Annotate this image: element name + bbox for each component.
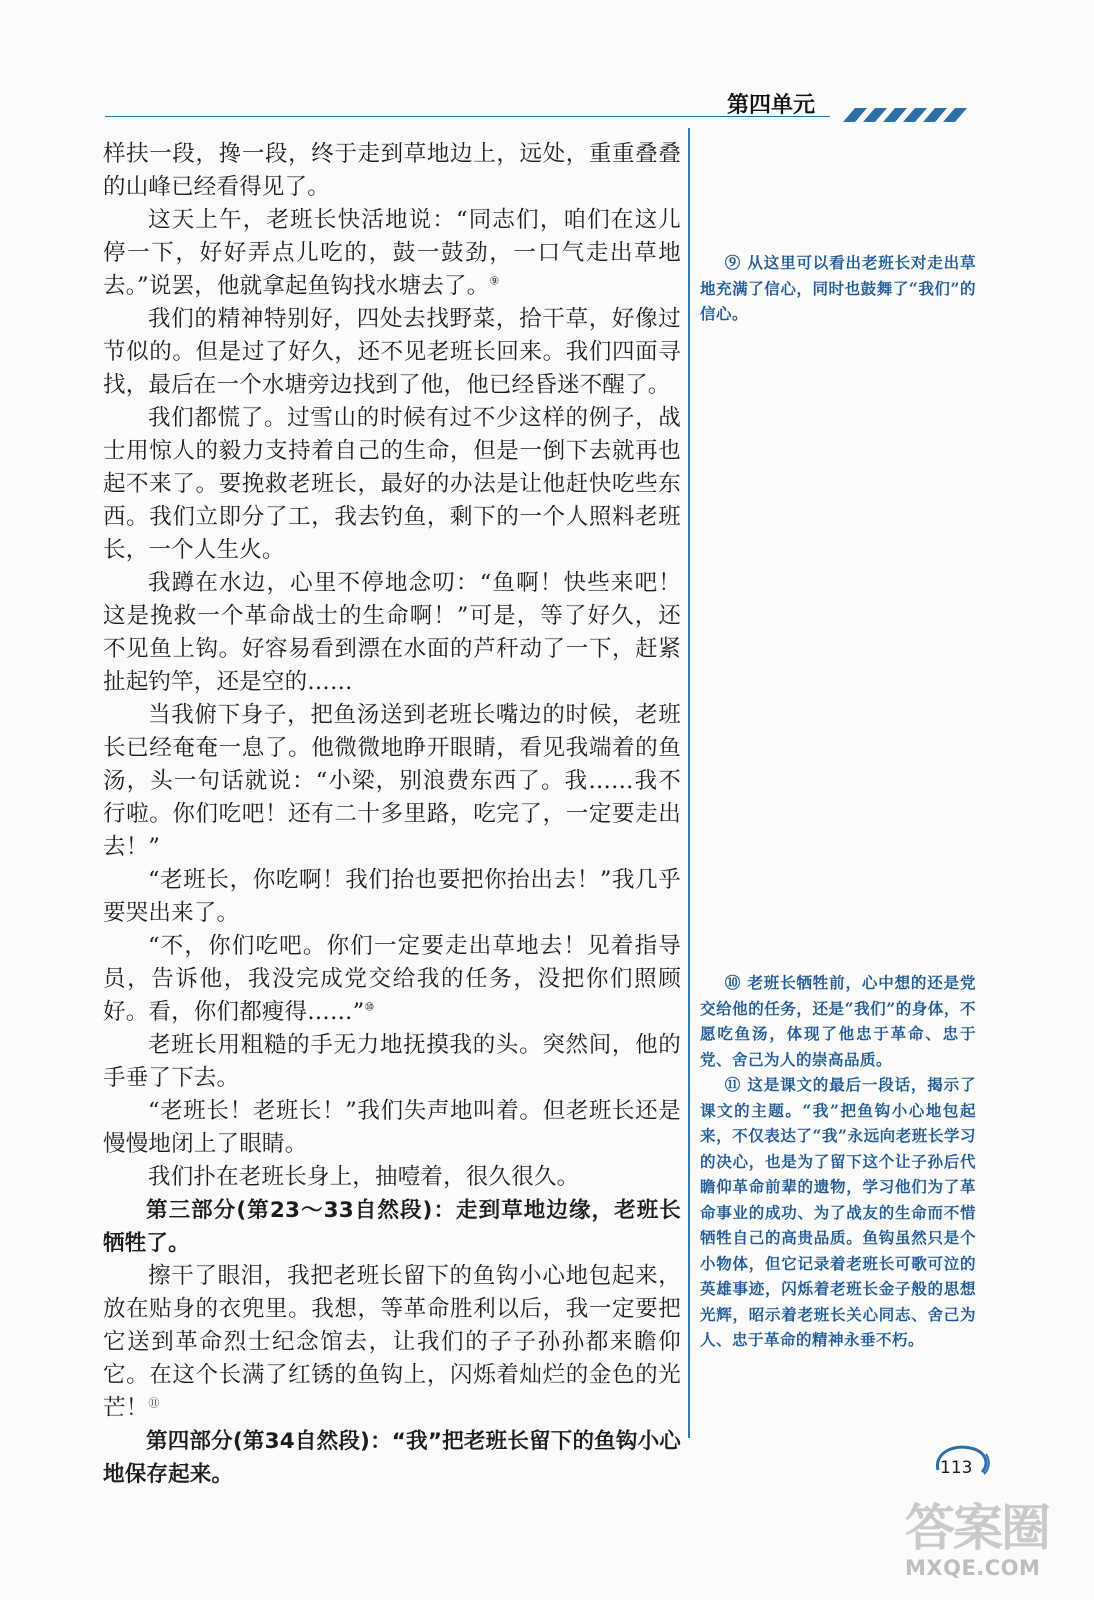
margin-note-9: ⑨ 从这里可以看出老班长对走出草地充满了信心，同时也鼓舞了“我们”的信心。 xyxy=(700,253,976,323)
paragraph: 样扶一段，搀一段，终于走到草地边上，远处，重重叠叠的山峰已经看得见了。 xyxy=(103,141,681,200)
paragraph: 我们都慌了。过雪山的时候有过不少这样的例子，战士用惊人的毅力支持着自己的生命，但是一倒下去就再也起不来了。要挽救老班长，最好的办法是让他赶快吃些东西。我们立即分了工，我去钓鱼，剩下的一个人照料老班长，一个人生火。 xyxy=(103,405,681,563)
note-marker: ⑩ xyxy=(364,1000,375,1014)
header-rule xyxy=(105,116,830,117)
section-summary: 第三部分(第23～33自然段)：走到草地边缘，老班长牺牲了。 xyxy=(103,1198,681,1256)
margin-divider xyxy=(688,128,690,1438)
main-text xyxy=(103,138,681,1491)
paragraph: “老班长！老班长！”我们失声地叫着。但老班长还是慢慢地闭上了眼睛。 xyxy=(103,1098,681,1157)
paragraph: 当我俯下身子，把鱼汤送到老班长嘴边的时候，老班长已经奄奄一息了。他微微地睁开眼睛，看见我端着的鱼汤，头一句话就说：“小梁，别浪费东西了。我……我不行啦。你们吃吧！还有二十多里路，吃完了，一定要走出去！” xyxy=(103,702,681,860)
page-number: 113 xyxy=(940,1458,973,1478)
watermark-logo: 答案圈 xyxy=(905,1499,1049,1557)
header-stripes-decoration xyxy=(835,104,975,124)
margin-note-10: ⑩ 老班长牺牲前，心中想的还是党交给他的任务，还是“我们”的身体，不愿吃鱼汤，体现了他忠于革命、忠于党、舍己为人的崇高品质。 xyxy=(700,973,976,1069)
section-summary: 第四部分(第34自然段)：“我”把老班长留下的鱼钩小心地保存起来。 xyxy=(103,1429,681,1487)
note-marker: ⑨ xyxy=(489,274,500,288)
watermark xyxy=(905,1500,1090,1595)
paragraph: 我蹲在水边，心里不停地念叨：“鱼啊！快些来吧！这是挽救一个革命战士的生命啊！”可是，等了好久，还不见鱼上钩。好容易看到漂在水面的芦秆动了一下，赶紧扯起钓竿，还是空的…… xyxy=(103,570,681,695)
paragraph: 这天上午，老班长快活地说：“同志们，咱们在这儿停一下，好好弄点儿吃的，鼓一鼓劲，一口气走出草地去。”说罢，他就拿起鱼钩找水塘去了。⑨ xyxy=(103,207,681,299)
margin-notes-10-11 xyxy=(700,970,976,1353)
paragraph: 我们的精神特别好，四处去找野菜，拾干草，好像过节似的。但是过了好久，还不见老班长回来。我们四面寻找，最后在一个水塘旁边找到了他，他已经昏迷不醒了。 xyxy=(103,306,681,398)
margin-note-11: ⑪ 这是课文的最后一段话，揭示了课文的主题。“我”把鱼钩小心地包起来，不仅表达了“我”永远向老班长学习的决心，也是为了留下这个让子孙后代瞻仰革命前辈的遗物，学习他们为了革命事业的成功、为了战友的生命而不惜牺牲自己的高贵品质。鱼钩虽然只是个小物体，但它记录着老班长可歌可泣的英雄事迹，闪烁着老班长金子般的思想光辉，昭示着老班长关心同志、舍己为人、忠于革命的精神永垂不朽。 xyxy=(700,1075,976,1349)
paragraph: “老班长，你吃啊！我们抬也要把你抬出去！”我几乎要哭出来了。 xyxy=(103,867,681,926)
paragraph: 我们扑在老班长身上，抽噎着，很久很久。 xyxy=(148,1164,580,1190)
watermark-url: MXQE.COM xyxy=(905,1556,1041,1580)
note-marker: ⑪ xyxy=(148,1396,160,1410)
paragraph: 老班长用粗糙的手无力地抚摸我的头。突然间，他的手垂了下去。 xyxy=(103,1032,681,1091)
unit-title: 第四单元 xyxy=(727,93,816,118)
paragraph: 擦干了眼泪，我把老班长留下的鱼钩小心地包起来，放在贴身的衣兜里。我想，等革命胜利以后，我一定要把它送到革命烈士纪念馆去，让我们的子子孙孙都来瞻仰它。在这个长满了红锈的鱼钩上，闪烁着灿烂的金色的光芒！⑪ xyxy=(103,1263,681,1421)
paragraph: “不，你们吃吧。你们一定要走出草地去！见着指导员，告诉他，我没完成党交给我的任务，没把你们照顾好。看，你们都瘦得……”⑩ xyxy=(103,933,681,1025)
